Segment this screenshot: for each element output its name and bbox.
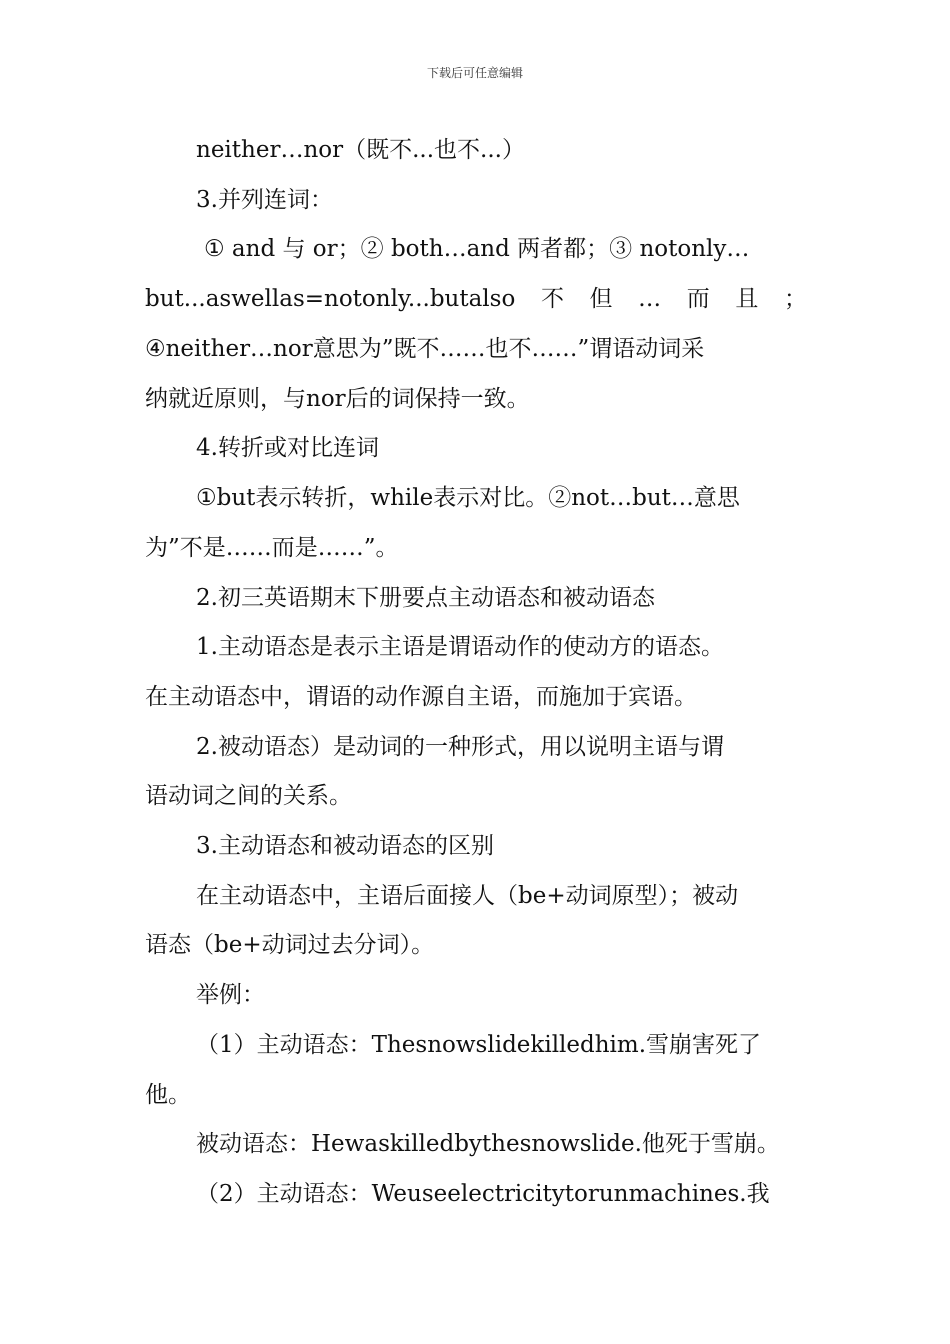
body-line: 在主动语态中，谓语的动作源自主语，而施加于宾语。	[145, 684, 697, 710]
body-line: 在主动语态中，主语后面接人（be+动词原型）；被动	[196, 883, 739, 909]
example-line: （1）主动语态：Thesnowslidekilledhim.雪崩害死了	[196, 1032, 762, 1058]
body-line: 语动词之间的关系。	[145, 783, 352, 809]
body-line: 为”不是……而是……”。	[145, 535, 399, 561]
body-line: 1.主动语态是表示主语是谓语动作的使动方的语态。	[196, 634, 724, 660]
body-line: 纳就近原则，与nor后的词保持一致。	[145, 386, 530, 412]
section-heading: 2.初三英语期末下册要点主动语态和被动语态	[196, 585, 655, 611]
body-line: 2.被动语态）是动词的一种形式，用以说明主语与谓	[196, 734, 724, 760]
text-segment: 而	[686, 286, 710, 312]
example-line: （2）主动语态：Weuseelectricitytorunmachines.我	[196, 1181, 770, 1207]
example-line: 被动语态：Hewaskilledbythesnowslide.他死于雪崩。	[196, 1131, 780, 1157]
body-line-justified	[145, 283, 807, 315]
body-line: 举例：	[196, 982, 265, 1008]
text-segment: 且	[735, 286, 759, 312]
text-segment: 不	[540, 286, 564, 312]
body-line: ①but表示转折，while表示对比。②not…but…意思	[196, 485, 740, 511]
body-line: ④neither…nor意思为”既不……也不……”谓语动词采	[145, 336, 705, 362]
text-segment: ；	[783, 286, 807, 312]
example-line: 他。	[145, 1082, 191, 1108]
section-heading: 4.转折或对比连词	[196, 435, 379, 461]
section-heading: 3.并列连词：	[196, 187, 333, 213]
body-line: 语态（be+动词过去分词）。	[145, 932, 435, 958]
text-segment: …	[638, 286, 662, 312]
page-header: 下载后可任意编辑	[426, 66, 523, 80]
section-heading: 3.主动语态和被动语态的区别	[196, 833, 494, 859]
text-segment: but...aswellas=notonly...butalso	[145, 286, 516, 312]
body-line: ① and 与 or；② both…and 两者都；③ notonly…	[204, 236, 750, 262]
body-line: neither…nor（既不...也不...）	[196, 137, 525, 163]
text-segment: 但	[589, 286, 613, 312]
